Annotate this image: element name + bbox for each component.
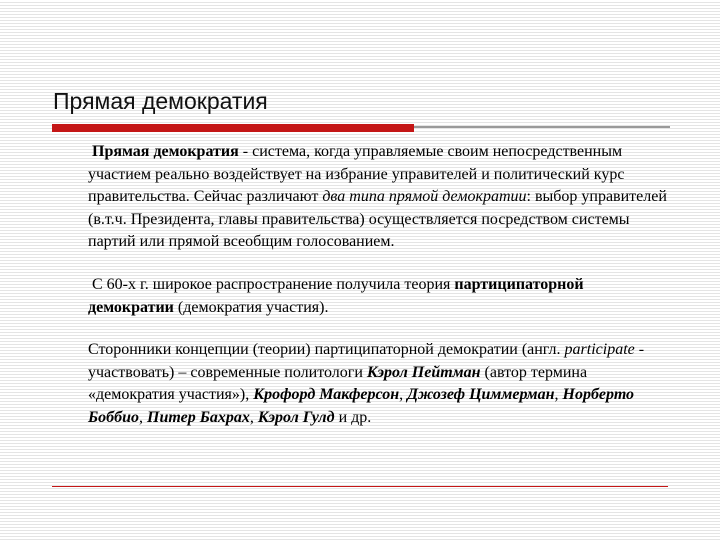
p1-text-1: - система, когда управляемые своим непосредственным участием реально воздействует на избрание управителей и политический курс правительства. Сейчас различают: [88, 143, 625, 206]
title-underline-red: [52, 124, 414, 132]
slide-body: [88, 141, 670, 430]
word-participate: participate: [564, 341, 635, 359]
separator: ,: [139, 408, 148, 426]
p3-text-1: Сторонники концепции (теории) партиципаторной демократии (англ.: [88, 341, 565, 359]
name-bobbio: Норберто Боббио: [88, 386, 635, 426]
separator: ,: [554, 386, 563, 404]
p3-text-3: (автор термина «демократия участия»),: [88, 363, 588, 404]
p2-text-2: (демократия участия).: [173, 298, 329, 316]
name-zimmerman: Джозеф Циммерман: [407, 386, 555, 404]
term-direct-democracy: Прямая демократия: [92, 143, 239, 160]
bottom-divider: [52, 486, 668, 487]
p2-text-1: С 60-х г. широкое распространение получила теория: [92, 275, 455, 293]
slide-title: Прямая демократия: [53, 88, 268, 114]
p3-text-2: - участвовать) – современные политологи: [88, 341, 645, 381]
term-participatory-democracy: партиципаторной демократии: [88, 275, 584, 316]
paragraph-supporters: [88, 339, 670, 429]
title-underline-gray: [414, 126, 670, 128]
name-gould: Кэрол Гулд: [257, 408, 335, 426]
emph-two-types: два типа прямой демократии: [322, 188, 527, 206]
name-pateman: Кэрол Пейтман: [366, 363, 481, 381]
p1-text-2: : выбор управителей (в.т.ч. Президента, главы правительства) осуществляется посредством системы партий или прямой всеобщим голосованием.: [88, 188, 667, 251]
name-bachrach: Питер Бахрах: [147, 408, 250, 426]
name-macpherson: Крофорд Макферсон: [253, 386, 400, 404]
separator: ,: [249, 408, 258, 426]
paragraph-participatory-theory: [88, 274, 670, 319]
p3-text-end: и др.: [334, 408, 372, 426]
paragraph-direct-democracy: [88, 141, 670, 254]
separator: ,: [399, 386, 408, 404]
